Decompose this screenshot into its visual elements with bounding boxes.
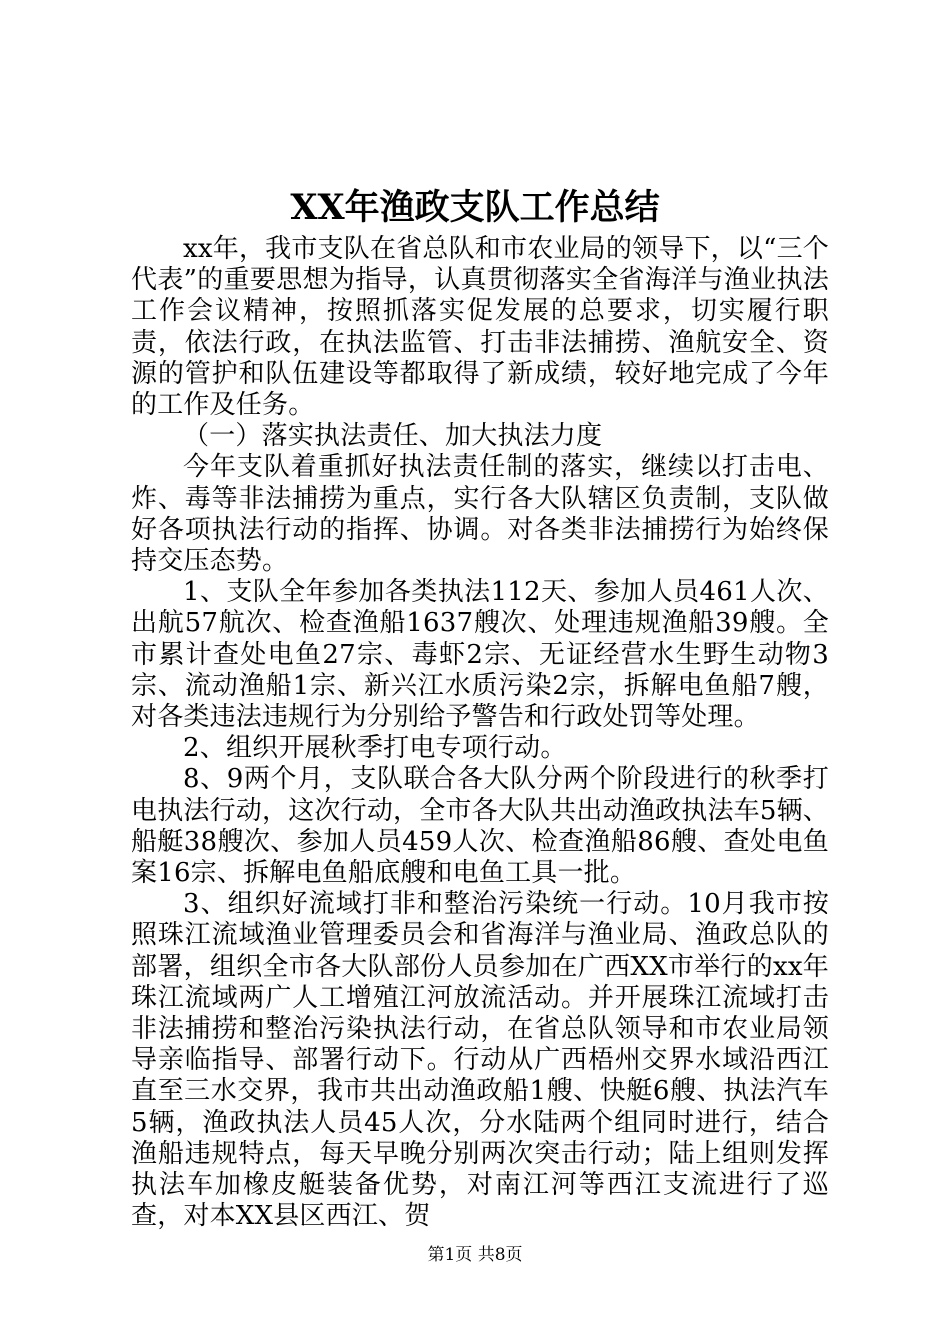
page-footer: 第1页 共8页 [427,1245,523,1265]
paragraph-item-2: 2、组织开展秋季打电专项行动。 [183,733,567,764]
paragraph-item-1: 1、支队全年参加各类执法112天、参加人员461人次、出航57航次、检查渔船1637艘次、处理违规渔船39艘。全市累计查处电鱼27宗、毒虾2宗、无证经营水生野生动物3宗、流动渔船1宗、新兴江水质污染2宗，拆解电鱼船7艘，对各类违法违规行为分别给予警告和行政处罚等处理。 [131,577,829,733]
paragraph-intro: xx年，我市支队在省总队和市农业局的领导下，以“三个代表”的重要思想为指导，认真贯彻落实全省海洋与渔业执法工作会议精神，按照抓落实促发展的总要求，切实履行职责，依法行政，在执法监管、打击非法捕捞、渔航安全、资源的管护和队伍建设等都取得了新成绩，较好地完成了今年的工作及任务。 [131,234,829,421]
document-title: XX年渔政支队工作总结 [290,187,660,228]
paragraph-section-intro: 今年支队着重抓好执法责任制的落实，继续以打击电、炸、毒等非法捕捞为重点，实行各大队辖区负责制，支队做好各项执法行动的指挥、协调。对各类非法捕捞行为始终保持交压态势。 [131,452,829,577]
paragraph-item-2-detail: 8、9两个月，支队联合各大队分两个阶段进行的秋季打电执法行动，这次行动，全市各大队共出动渔政执法车5辆、船艇38艘次、参加人员459人次、检查渔船86艘、查处电鱼案16宗、拆解电鱼船底艘和电鱼工具一批。 [131,764,829,889]
section-heading: （一）落实执法责任、加大执法力度 [183,421,603,452]
paragraph-item-3: 3、组织好流域打非和整治污染统一行动。10月我市按照珠江流域渔业管理委员会和省海洋与渔业局、渔政总队的部署，组织全市各大队部份人员参加在广西XX市举行的xx年珠江流域两广人工增殖江河放流活动。并开展珠江流域打击非法捕捞和整治污染执法行动，在省总队领导和市农业局领导亲临指导、部署行动下。行动从广西梧州交界水域沿西江直至三水交界，我市共出动渔政船1艘、快艇6艘、执法汽车5辆，渔政执法人员45人次，分水陆两个组同时进行，结合渔船违规特点，每天早晚分别两次突击行动；陆上组则发挥执法车加橡皮艇装备优势，对南江河等西江支流进行了巡查，对本XX县区西江、贺 [131,889,829,1232]
document-body [131,234,829,1233]
